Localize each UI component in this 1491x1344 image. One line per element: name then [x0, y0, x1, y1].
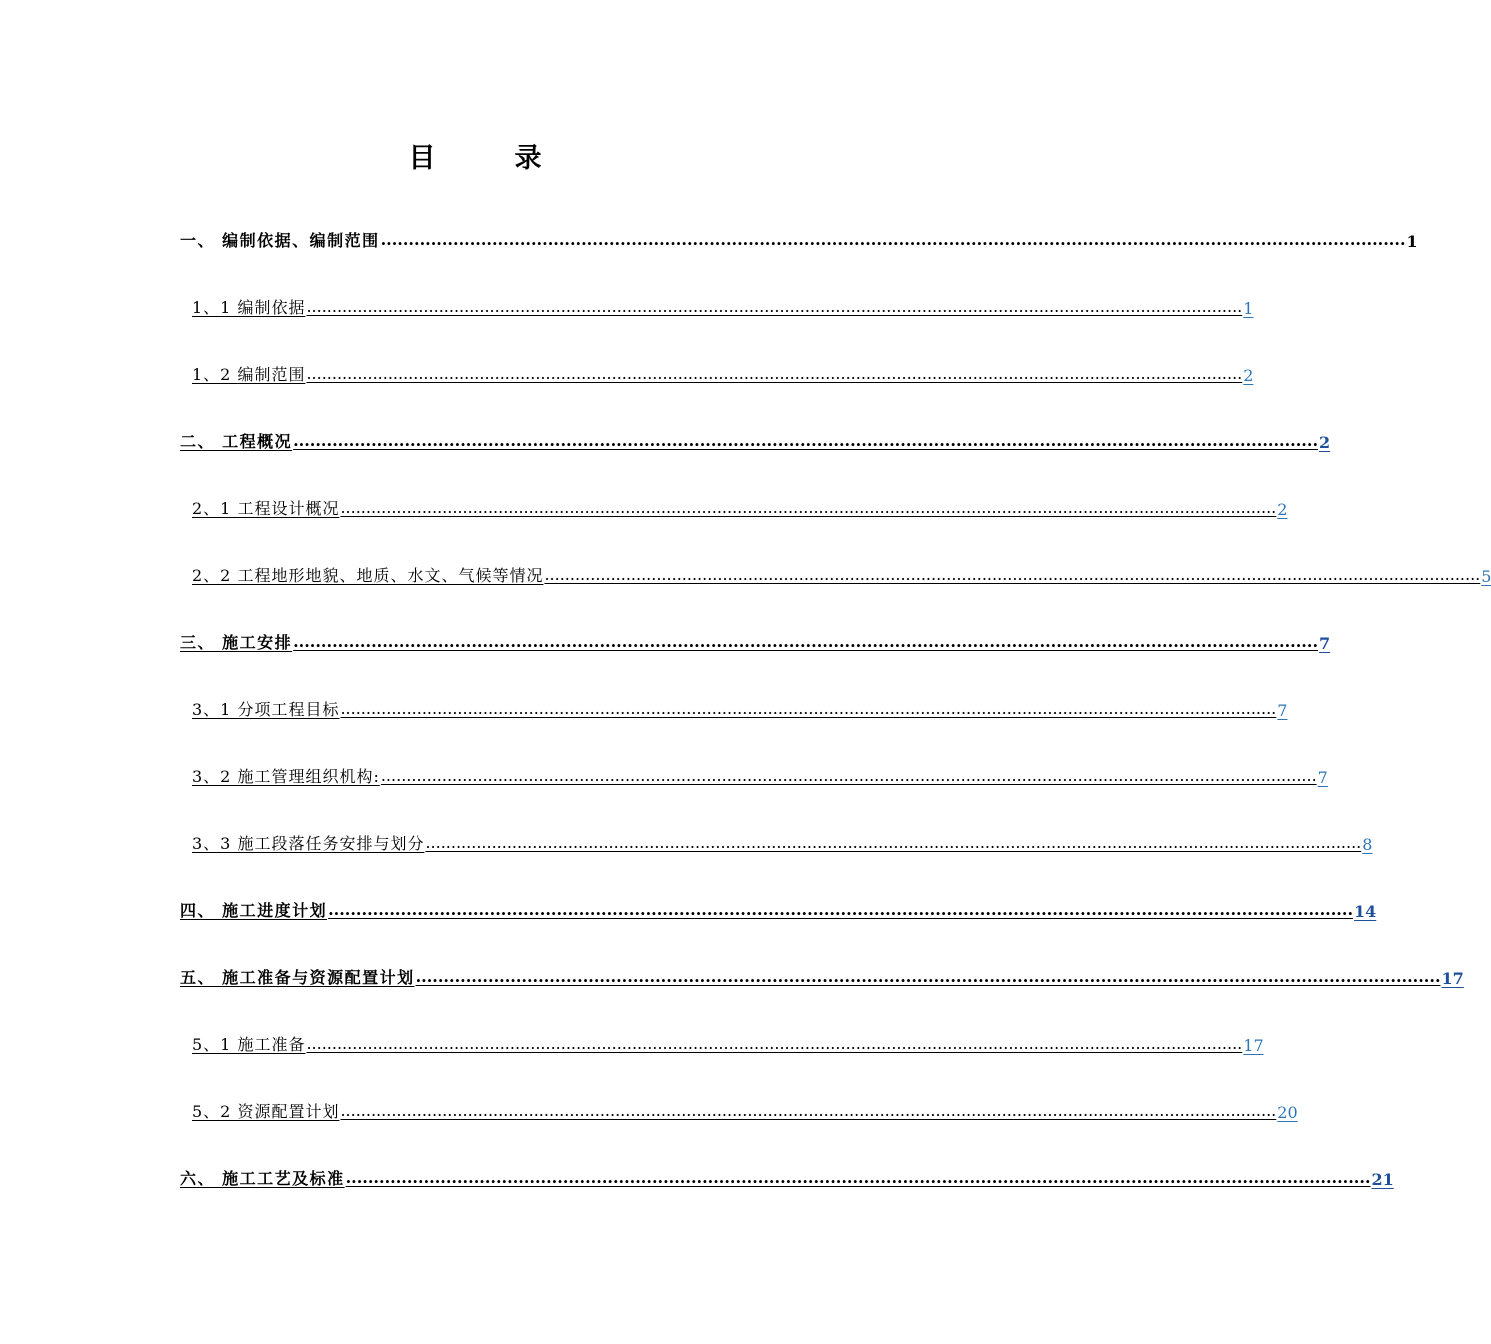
toc-entry-title: 2、1 工程设计概况: [192, 499, 340, 518]
toc-dot-leader: ........................................................................................................................................................................................: [544, 565, 1481, 584]
toc-dot-leader: ........................................................................................................................................................................................: [415, 967, 1441, 986]
toc-dot-leader: ........................................................................................................................................................................................: [340, 699, 1277, 718]
toc-dot-leader: ........................................................................................................................................................................................: [293, 632, 1319, 651]
toc-entry-page: 5: [1481, 567, 1491, 586]
toc-entry[interactable]: [180, 943, 1464, 1010]
toc-entry-title: 二、 工程概况: [180, 432, 293, 451]
toc-entry-title: 3、1 分项工程目标: [192, 700, 340, 719]
toc-entry-page: 14: [1354, 902, 1377, 921]
toc-entry-title: 五、 施工准备与资源配置计划: [180, 968, 415, 987]
toc-dot-leader: ........................................................................................................................................................................................: [380, 230, 1406, 249]
toc-entry-page: 2: [1319, 433, 1331, 452]
toc-entry-page: 8: [1362, 835, 1373, 854]
toc-entry[interactable]: [180, 675, 1288, 742]
toc-entry-title: 5、2 资源配置计划: [192, 1102, 340, 1121]
toc-entry-title: 三、 施工安排: [180, 633, 293, 652]
toc-dot-leader: ........................................................................................................................................................................................: [340, 1101, 1277, 1120]
toc-dot-leader: ........................................................................................................................................................................................: [380, 766, 1317, 785]
toc-entry[interactable]: [180, 1144, 1394, 1211]
toc-entry[interactable]: [180, 340, 1254, 407]
toc-dot-leader: ........................................................................................................................................................................................: [306, 1034, 1243, 1053]
toc-dot-leader: ........................................................................................................................................................................................: [306, 297, 1243, 316]
toc-dot-leader: ........................................................................................................................................................................................: [306, 364, 1243, 383]
toc-entry-page: 7: [1277, 701, 1288, 720]
toc-entry[interactable]: [180, 608, 1331, 675]
toc-entry-title: 1、2 编制范围: [192, 365, 306, 384]
toc-entry-page: 1: [1406, 232, 1418, 251]
toc-entry-title: 2、2 工程地形地貌、地质、水文、气候等情况: [192, 566, 544, 585]
toc-entry[interactable]: [180, 206, 1418, 273]
toc-entry[interactable]: [180, 273, 1254, 340]
toc-entry[interactable]: [180, 407, 1331, 474]
toc-entry-page: 2: [1243, 366, 1254, 385]
toc-entry-page: 7: [1317, 768, 1328, 787]
toc-entry-page: 17: [1441, 969, 1464, 988]
toc-entry-title: 3、3 施工段落任务安排与划分: [192, 834, 425, 853]
toc-entry[interactable]: [180, 541, 1491, 608]
toc-dot-leader: ........................................................................................................................................................................................: [345, 1168, 1371, 1187]
toc-entry[interactable]: [180, 474, 1288, 541]
toc-entry-page: 2: [1277, 500, 1288, 519]
toc-entry-page: 17: [1243, 1036, 1264, 1055]
toc-entry-title: 六、 施工工艺及标准: [180, 1169, 345, 1188]
toc-entry[interactable]: [180, 1010, 1264, 1077]
toc-dot-leader: ........................................................................................................................................................................................: [328, 900, 1354, 919]
toc-entry[interactable]: [180, 1077, 1298, 1144]
toc-entry-page: 1: [1243, 299, 1254, 318]
toc-entry[interactable]: [180, 809, 1373, 876]
page-title: 目 录: [408, 143, 568, 174]
toc-entry-title: 5、1 施工准备: [192, 1035, 306, 1054]
toc-entry-page: 20: [1277, 1103, 1298, 1122]
toc-entry[interactable]: [180, 742, 1328, 809]
toc-entry[interactable]: [180, 876, 1377, 943]
toc-dot-leader: ........................................................................................................................................................................................: [340, 498, 1277, 517]
toc-entry-page: 21: [1371, 1170, 1394, 1189]
toc-dot-leader: ........................................................................................................................................................................................: [293, 431, 1319, 450]
table-of-contents: [180, 206, 1491, 1211]
toc-entry-page: 7: [1319, 634, 1331, 653]
toc-dot-leader: ........................................................................................................................................................................................: [425, 833, 1362, 852]
toc-entry-title: 四、 施工进度计划: [180, 901, 328, 920]
toc-entry-title: 3、2 施工管理组织机构:: [192, 767, 380, 786]
toc-entry-title: 一、 编制依据、编制范围: [180, 231, 380, 250]
toc-entry-title: 1、1 编制依据: [192, 298, 306, 317]
